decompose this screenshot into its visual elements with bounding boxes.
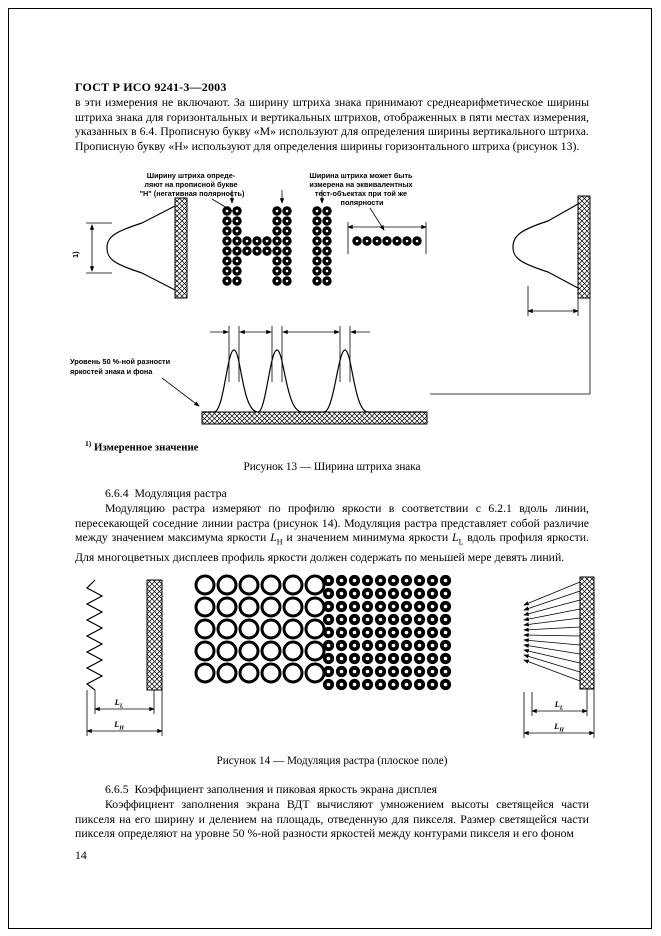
level-50-label: [70, 357, 199, 406]
paragraph-6-6-4: [75, 501, 589, 565]
running-header: ГОСТ Р ИСО 9241-3—2003: [75, 80, 227, 94]
dot-row: [348, 222, 426, 254]
svg-text:Уровень 50 %-ной разности: Уровень 50 %-ной разности яркостей знака и фона: [70, 357, 171, 376]
label-LL-left: $L_L$: [114, 697, 124, 710]
svg-text:Ширину штриха опреде- ля: Ширину штриха опреде- ляют на прописной букве "Н" (негативная полярность): [139, 171, 245, 198]
para-664-part3: вдоль профиля яркости. Для многоцветных дисплеев профиль яркости должен содержать по меньшей мере девять линий.: [75, 530, 589, 565]
heading-number: 6.6.4: [105, 486, 129, 500]
page-number: 14: [75, 848, 87, 862]
symbol-LH: $L_H$: [270, 530, 283, 547]
heading-title: Модуляция растра: [134, 486, 227, 500]
raster-line-pattern: [194, 574, 452, 691]
para-664-part2: и значением минимума яркости: [282, 530, 452, 545]
stroke-pointer-arrows: [232, 190, 322, 203]
footnote-marker: 1): [85, 439, 92, 448]
left-raster-profile: [87, 580, 162, 736]
figure-14: [62, 574, 602, 749]
figure-13-caption: Рисунок 13 — Ширина штриха знака: [243, 461, 421, 473]
label-LL-right: $L_L$: [554, 699, 564, 712]
label-LH-left: $L_H$: [114, 719, 124, 732]
left-luminance-profile: [71, 198, 187, 298]
letter-I-dots: [312, 206, 332, 286]
right-raster-profile: [524, 577, 594, 738]
label-LH-right: $L_H$: [554, 721, 564, 734]
figure-13: [62, 166, 602, 451]
figure-14-caption: Рисунок 14 — Модуляция растра (плоское поле): [216, 755, 448, 767]
paragraph-6-6-5: Коэффициент заполнения экрана ВДТ вычисляют умножением высоты светящейся части пикселя на его ширину и делением на площадь, отведенную для пикселя. Размер светящейся части пикселя определяют на уровне 50 %-ной разности яркостей между контурами пикселя и его фоном: [75, 797, 589, 841]
bottom-luminance-profile: [202, 326, 427, 424]
figure13-footnote: [85, 439, 198, 454]
measured-value-marker: 1): [71, 251, 80, 258]
footnote-text: Измеренное значение: [93, 441, 199, 454]
right-luminance-profile: [430, 196, 590, 394]
symbol-LL: $L_L$: [452, 530, 464, 547]
svg-text:Ширина штриха может быть: Ширина штриха может быть измерена на эквивалентных тест-объектах при той же полярности: [309, 171, 413, 207]
heading-6-6-5: [75, 782, 589, 797]
heading-number: 6.6.5: [105, 782, 129, 796]
letter-H-dots: [222, 206, 292, 286]
heading-title: Коэффициент заполнения и пиковая яркость экрана дисплея: [134, 782, 438, 796]
heading-6-6-4: [75, 486, 589, 501]
paragraph-intro: в эти измерения не включают. За ширину штриха знака принимают среднеарифметическое ширины штриха знака для горизонтальных и вертикальных штрихов, отображенных в пяти местах измерения, указанных в 6.4. Прописную букву «М» используют для определения ширины вертикального штриха. Прописную букву «Н» используют для определения ширины горизонтального штриха (рисунок 13).: [75, 95, 589, 153]
figure13-annotation-left: [140, 171, 245, 211]
para-664-part1: Модуляцию растра измеряют по профилю яркости в соответствии с 6.2.1 вдоль линии, пересекающей соседние линии растра (рисунок 14). Модуляция растра представляет собой различие между значением максимума яркости: [75, 501, 589, 545]
